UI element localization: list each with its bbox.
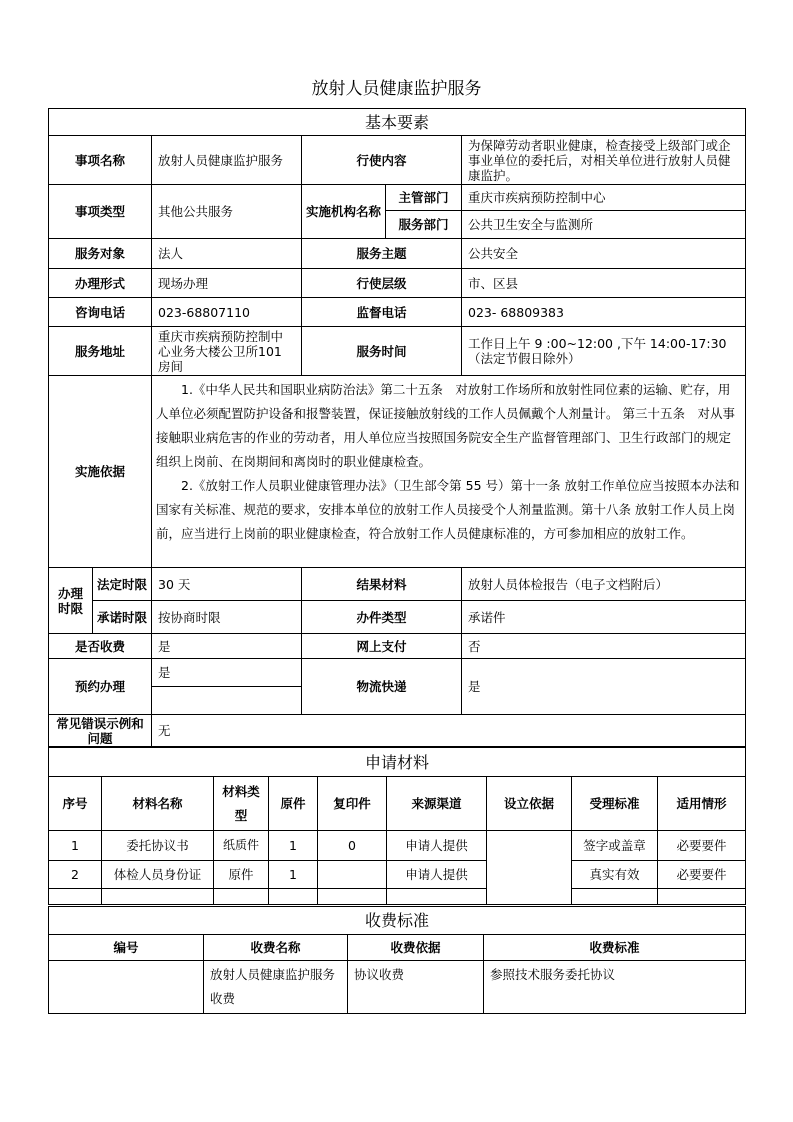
fee-value: 是 — [152, 634, 302, 659]
phone-label: 咨询电话 — [49, 298, 152, 327]
errors-value: 无 — [152, 715, 746, 747]
supervise-label: 监督电话 — [302, 298, 462, 327]
page-title: 放射人员健康监护服务 — [311, 79, 482, 99]
promise-limit-label: 承诺时限 — [93, 601, 152, 634]
fee-name-value: 放射人员健康监护服务收费 — [204, 961, 348, 1014]
empty-cell — [318, 889, 387, 905]
empty-cell — [658, 889, 746, 905]
header-name: 材料名称 — [102, 777, 214, 831]
section-title-basic: 基本要素 — [49, 109, 746, 136]
case-type-label: 办件类型 — [302, 601, 462, 634]
table-cell: 必要要件 — [658, 831, 746, 861]
empty-cell — [214, 889, 269, 905]
exercise-content-value: 为保障劳动者职业健康，检查接受上级部门或企事业单位的委托后，对相关单位进行放射人员健康监护。 — [462, 136, 746, 185]
empty-cell — [49, 889, 102, 905]
time-limit-table — [48, 567, 746, 747]
hours-value: 工作日上午 9 :00~12:00 ,下午 14:00-17:30（法定节假日除外） — [462, 327, 746, 376]
basis-paragraph-2: 2.《放射工作人员职业健康管理办法》（卫生部令第 55 号）第十一条 放射工作单位应当按照本办法和国家有关标准、规范的要求，安排本单位的放射工作人员接受个人剂量监测。第十八条 放射工作人员上岗前，应当进行上岗前的职业健康检查，符合放射工作人员健康标准的，方可参加相应的放射工作。 — [156, 478, 740, 541]
table-cell: 0 — [318, 831, 387, 861]
result-value: 放射人员体检报告（电子文档附后） — [462, 568, 746, 601]
result-label: 结果材料 — [302, 568, 462, 601]
dept-label: 主管部门 — [386, 185, 462, 211]
basis-label: 实施依据 — [49, 376, 152, 568]
theme-label: 服务主题 — [302, 239, 462, 269]
level-label: 行使层级 — [302, 269, 462, 298]
fee-header-no: 编号 — [49, 935, 204, 961]
basis-content — [152, 376, 746, 568]
empty-cell — [269, 889, 318, 905]
item-name-label: 事项名称 — [49, 136, 152, 185]
table-cell: 必要要件 — [658, 861, 746, 889]
fee-no-value — [49, 961, 204, 1014]
fee-basis-value: 协议收费 — [348, 961, 484, 1014]
empty-cell — [572, 889, 658, 905]
appointment-empty-cell — [152, 687, 302, 715]
phone-value: 023-68807110 — [152, 298, 302, 327]
logistics-value: 是 — [462, 659, 746, 715]
basis-paragraph-1: 1.《中华人民共和国职业病防治法》第二十五条 对放射工作场所和放射性同位素的运输、贮存，用人单位必须配置防护设备和报警装置，保证接触放射线的工作人员佩戴个人剂量计。 第三十五条 对从事接触职业病危害的作业的劳动者，用人单位应当按照国务院安全生产监督管理部门、卫生行政部门的规定组织上岗前、在岗期间和离岗时的职业健康检查。 — [156, 382, 735, 469]
fee-header-name: 收费名称 — [204, 935, 348, 961]
agency-label: 实施机构名称 — [302, 185, 386, 239]
empty-cell — [102, 889, 214, 905]
address-value: 重庆市疾病预防控制中心业务大楼公卫所101 房间 — [152, 327, 302, 376]
time-limit-label: 办理时限 — [49, 568, 93, 634]
table-cell — [318, 861, 387, 889]
fee-table — [48, 906, 746, 1014]
appointment-label: 预约办理 — [49, 659, 152, 715]
table-cell: 申请人提供 — [387, 831, 487, 861]
promise-limit-value: 按协商时限 — [152, 601, 302, 634]
target-value: 法人 — [152, 239, 302, 269]
exercise-content-label: 行使内容 — [302, 136, 462, 185]
materials-table — [48, 747, 746, 905]
item-name-value: 放射人员健康监护服务 — [152, 136, 302, 185]
item-type-label: 事项类型 — [49, 185, 152, 239]
table-cell: 1 — [269, 861, 318, 889]
form-value: 现场办理 — [152, 269, 302, 298]
theme-value: 公共安全 — [462, 239, 746, 269]
table-cell: 纸质件 — [214, 831, 269, 861]
table-cell: 2 — [49, 861, 102, 889]
online-pay-label: 网上支付 — [302, 634, 462, 659]
service-dept-value: 公共卫生安全与监测所 — [462, 211, 746, 239]
service-dept-label: 服务部门 — [386, 211, 462, 239]
section-title-materials: 申请材料 — [49, 748, 746, 777]
level-value: 市、区县 — [462, 269, 746, 298]
item-type-value: 其他公共服务 — [152, 185, 302, 239]
table-cell: 委托协议书 — [102, 831, 214, 861]
legal-limit-value: 30 天 — [152, 568, 302, 601]
online-pay-value: 否 — [462, 634, 746, 659]
case-type-value: 承诺件 — [462, 601, 746, 634]
header-case: 适用情形 — [658, 777, 746, 831]
header-standard: 受理标准 — [572, 777, 658, 831]
header-no: 序号 — [49, 777, 102, 831]
empty-cell — [387, 889, 487, 905]
section-title-fees: 收费标准 — [49, 907, 746, 935]
basis-empty-cell — [487, 831, 572, 905]
fee-standard-value: 参照技术服务委托协议 — [484, 961, 746, 1014]
hours-label: 服务时间 — [302, 327, 462, 376]
table-cell: 签字或盖章 — [572, 831, 658, 861]
table-cell: 真实有效 — [572, 861, 658, 889]
address-label: 服务地址 — [49, 327, 152, 376]
basic-elements-table — [48, 108, 746, 568]
legal-limit-label: 法定时限 — [93, 568, 152, 601]
form-label: 办理形式 — [49, 269, 152, 298]
fee-header-standard: 收费标准 — [484, 935, 746, 961]
errors-label: 常见错误示例和问题 — [49, 715, 152, 747]
logistics-label: 物流快递 — [302, 659, 462, 715]
fee-header-basis: 收费依据 — [348, 935, 484, 961]
table-cell: 1 — [269, 831, 318, 861]
header-copy: 复印件 — [318, 777, 387, 831]
table-cell: 原件 — [214, 861, 269, 889]
table-cell: 1 — [49, 831, 102, 861]
table-cell: 申请人提供 — [387, 861, 487, 889]
header-basis: 设立依据 — [487, 777, 572, 831]
header-original: 原件 — [269, 777, 318, 831]
fee-label: 是否收费 — [49, 634, 152, 659]
supervise-value: 023- 68809383 — [462, 298, 746, 327]
header-source: 来源渠道 — [387, 777, 487, 831]
table-cell: 体检人员身份证 — [102, 861, 214, 889]
header-type: 材料类型 — [214, 777, 269, 831]
appointment-value: 是 — [152, 659, 302, 687]
target-label: 服务对象 — [49, 239, 152, 269]
dept-value: 重庆市疾病预防控制中心 — [462, 185, 746, 211]
